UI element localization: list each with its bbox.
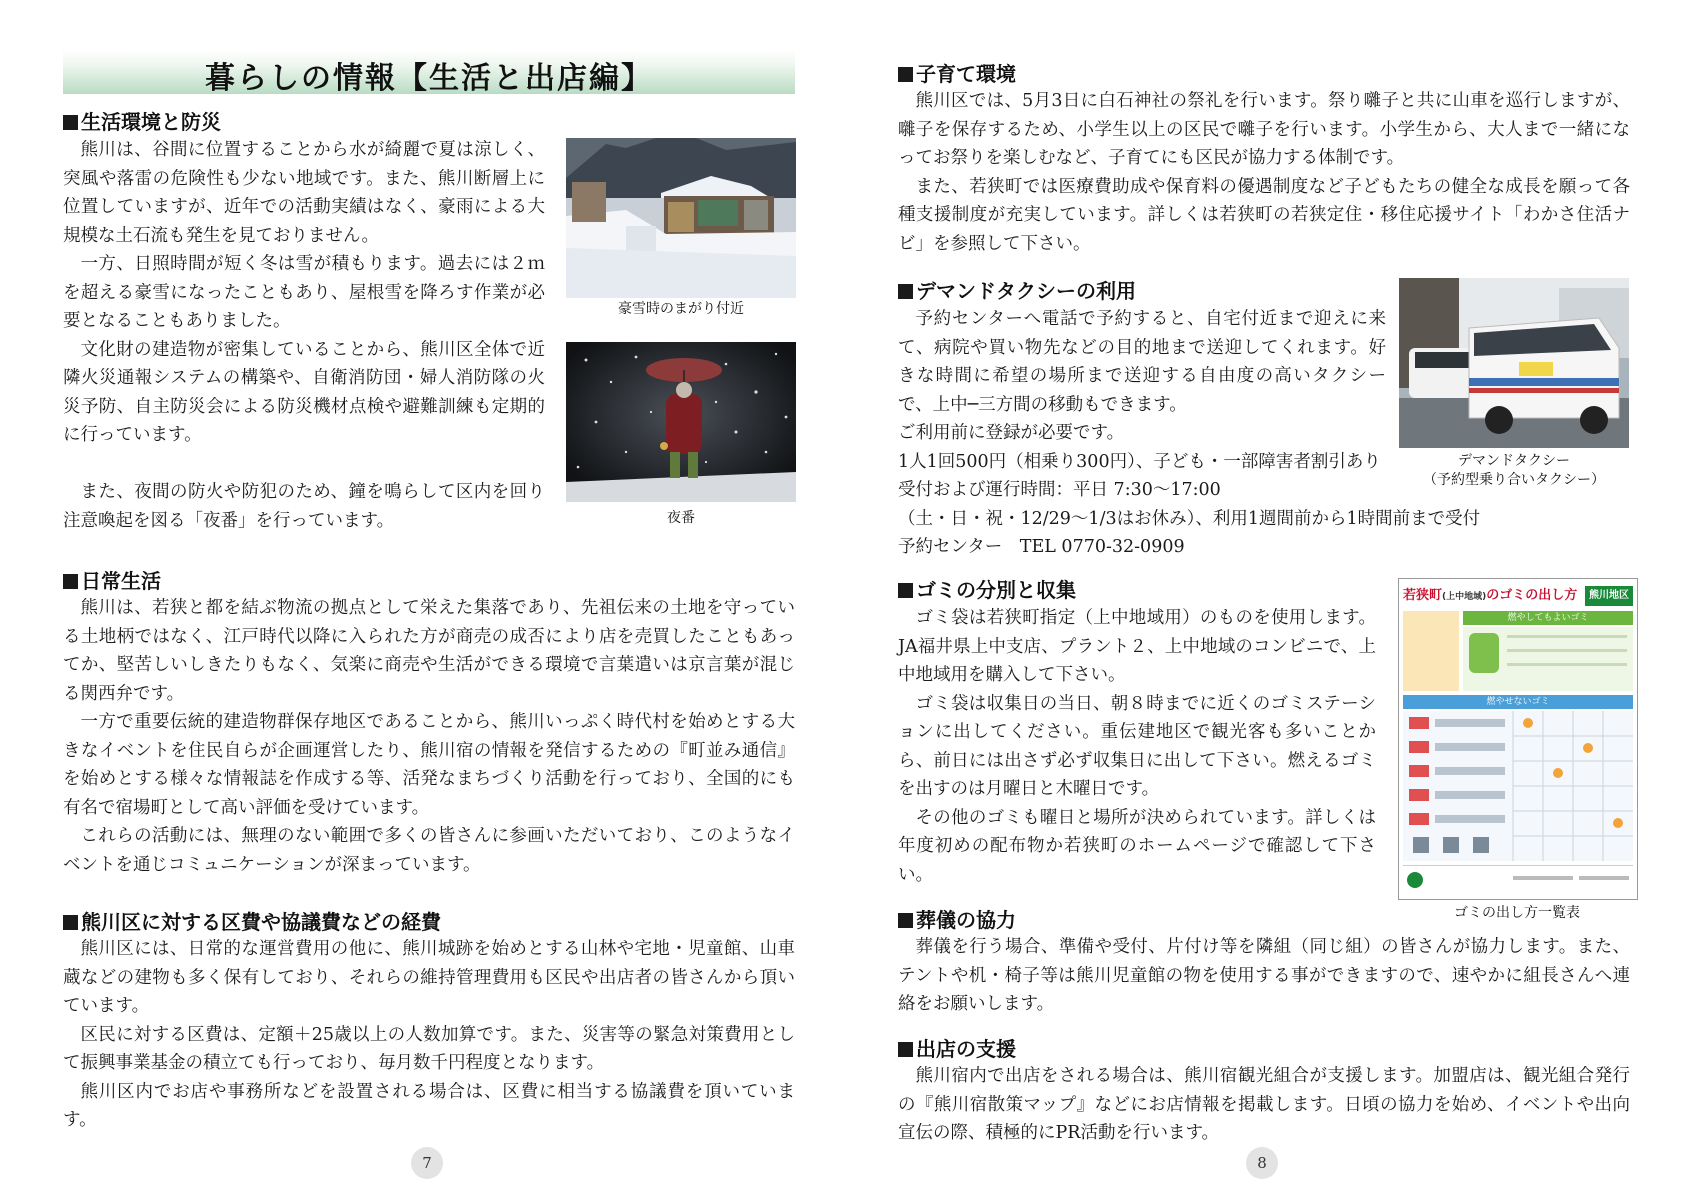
heading-marker-icon <box>898 67 913 82</box>
taxi-text <box>898 305 1481 562</box>
night-watch-caption: 夜番 <box>667 510 695 526</box>
paragraph: また、夜間の防火や防犯のため、鐘を鳴らして区内を回り注意喚起を図る「夜番」を行っています。 <box>63 482 545 531</box>
heading-marker-icon <box>63 574 78 589</box>
snow-photo-caption: 豪雪時のまがり付近 <box>618 301 744 317</box>
garbage-text <box>898 604 1376 889</box>
left-page <box>0 0 842 1192</box>
taxi-phone: 予約センター TEL 0770-32-0909 <box>898 537 1185 557</box>
paragraph: 葬儀を行う場合、準備や受付、片付け等を隣組（同じ組）の皆さんが協力します。また、テントや机・椅子等は熊川児童館の物を使用する事ができますので、速やかに組長さんへ連絡をお願いします。 <box>898 937 1630 1014</box>
fees-text <box>63 935 795 1135</box>
heading-demand-taxi: デマンドタクシーの利用 <box>898 275 1136 304</box>
poster-nonburnable-header: 燃やせないゴミ <box>1403 695 1633 709</box>
taxi-hours: 受付および運行時間：平日 7:30～17:00 <box>898 480 1221 500</box>
daily-life-text <box>63 594 795 879</box>
paragraph: 熊川は、谷間に位置することから水が綺麗で夏は涼しく、突風や落雷の危険性も少ない地域です。また、熊川断層上に位置していますが、近年での活動実績はなく、豪雨による大規模な土石流も発生を見ておりません。 <box>63 140 545 246</box>
taxi-caption <box>1399 452 1629 490</box>
paragraph: 熊川宿内で出店をされる場合は、熊川宿観光組合が支援します。加盟店は、観光組合発行の『熊川宿散策マップ』などにお店情報を掲載します。日頃の協力を始め、イベントや出向宣伝の際、積極的にPR活動を行います。 <box>898 1066 1630 1143</box>
paragraph: 予約センターへ電話で予約すると、自宅付近まで迎えに来て、病院や買い物先などの目的地まで送迎してくれます。好きな時間に希望の場所まで送迎する自由度の高いタクシーで、上中─三方間の移動もできます。 <box>898 309 1386 415</box>
heading-childcare: 子育て環境 <box>898 58 1016 87</box>
paragraph: 一方、日照時間が短く冬は雪が積もります。過去には２ｍを超える豪雪になったこともあり、屋根雪を降ろす作業が必要となることもありました。 <box>63 254 545 331</box>
garbage-schedule-poster <box>1398 578 1638 900</box>
heading-marker-icon <box>63 115 78 130</box>
garbage-poster-caption: ゴミの出し方一覧表 <box>1454 905 1580 921</box>
heading-marker-icon <box>898 284 913 299</box>
page-number: 7 <box>411 1147 443 1179</box>
heading-daily-life: 日常生活 <box>63 565 161 594</box>
poster-town: 若狭町 <box>1403 588 1443 603</box>
paragraph: 熊川区では、5月3日に白石神社の祭礼を行います。祭り囃子と共に山車を巡行しますが、囃子を保存するため、小学生以上の区民で囃子を行います。小学生から、大人まで一緒になってお祭りを楽しむなど、子育てにも区民が協力する体制です。 <box>898 91 1630 168</box>
poster-header <box>1403 583 1633 609</box>
paragraph: ゴミ袋は収集日の当日、朝８時までに近くのゴミステーションに出してください。重伝建地区で観光客も多いことから、前日には出さず必ず収集日に出して下さい。燃えるゴミを出すのは月曜日と木曜日です。 <box>898 693 1376 799</box>
title-banner <box>63 50 795 94</box>
heading-funeral: 葬儀の協力 <box>898 904 1016 933</box>
heading-marker-icon <box>898 913 913 928</box>
paragraph: 熊川区には、日常的な運営費用の他に、熊川城跡を始めとする山林や宅地・児童館、山車蔵などの建物も多く保有しており、それらの維持管理費用も区民や出店者の皆さんから頂いています。 <box>63 939 795 1016</box>
environment-text-2 <box>63 478 545 535</box>
poster-burnable-box <box>1463 627 1633 691</box>
demand-taxi-photo <box>1399 278 1629 448</box>
paragraph: ゴミ袋は若狭町指定（上中地域用）のものを使用します。JA福井県上中支店、プラント２、上中地域のコンビニで、上中地域用を購入して下さい。 <box>898 608 1376 685</box>
poster-badge: 熊川地区 <box>1585 586 1633 606</box>
poster-nonburnable-box <box>1403 711 1633 861</box>
paragraph: 区民に対する区費は、定額＋25歳以上の人数加算です。また、災害等の緊急対策費用として振興事業基金の積立ても行っており、毎月数千円程度となります。 <box>63 1024 795 1073</box>
paragraph: 熊川は、若狭と都を結ぶ物流の拠点として栄えた集落であり、先祖伝来の土地を守っている土地柄ではなく、江戸時代以降に入られた方が商売の成否により店を売買したこともあってか、堅苦しいしきたりもなく、気楽に商売や生活ができる環境で言葉遣いは京言葉が混じる関西弁です。 <box>63 598 795 704</box>
heading-marker-icon <box>63 915 78 930</box>
taxi-holidays: （土・日・祝・12/29～1/3はお休み）、利用1週間前から1時間前まで受付 <box>898 508 1481 529</box>
snow-photo <box>566 138 796 298</box>
shop-support-text <box>898 1062 1630 1148</box>
environment-text <box>63 136 545 450</box>
night-watch-photo <box>566 342 796 502</box>
taxi-caption-line2: （予約型乗り合いタクシー） <box>1423 472 1605 488</box>
right-page <box>843 0 1685 1192</box>
paragraph: これらの活動には、無理のない範囲で多くの皆さんに参画いただいており、このようなイベントを通じコミュニケーションが深まっています。 <box>63 826 795 875</box>
heading-fees: 熊川区に対する区費や協議費などの経費 <box>63 906 441 935</box>
paragraph: 一方で重要伝統的建造物群保存地区であることから、熊川いっぷく時代村を始めとする大きなイベントを住民自らが企画運営したり、熊川宿の情報を発信するための『町並み通信』を始めとする様々な情報誌を作成する等、活発なまちづくり活動を行っており、全国的にも有名で宿場町として高い評価を受けています。 <box>63 712 795 818</box>
poster-title: のゴミの出し方 <box>1486 588 1578 603</box>
heading-marker-icon <box>898 583 913 598</box>
poster-notice-box <box>1403 611 1459 691</box>
garbage-bag-icon <box>1469 633 1499 673</box>
paragraph: また、若狭町では医療費助成や保育料の優遇制度など子どもたちの健全な成長を願って各種支援制度が充実しています。詳しくは若狭町の若狭定住・移住応援サイト「わかさ住活ナビ」を参照して下さい。 <box>898 176 1630 254</box>
poster-footer <box>1403 865 1633 894</box>
paragraph: 文化財の建造物が密集していることから、熊川区全体で近隣火災通報システムの構築や、自衛消防団・婦人消防隊の火災予防、自主防災会による防災機材点検や避難訓練も定期的に行っています。 <box>63 339 545 445</box>
page-number: 8 <box>1246 1147 1278 1179</box>
poster-area-note: (上中地域) <box>1442 592 1487 602</box>
funeral-text <box>898 933 1630 1019</box>
heading-shop-support: 出店の支援 <box>898 1033 1016 1062</box>
taxi-registration: ご利用前に登録が必要です。 <box>898 423 1125 443</box>
page-title: 暮らしの情報【生活と出店編】 <box>205 61 653 96</box>
heading-marker-icon <box>898 1042 913 1057</box>
taxi-caption-line1: デマンドタクシー <box>1458 453 1570 469</box>
childcare-text <box>898 87 1630 258</box>
heading-environment: 生活環境と防災 <box>63 106 221 135</box>
poster-burnable-header: 燃やしてもよいゴミ <box>1463 611 1633 625</box>
paragraph: その他のゴミも曜日と場所が決められています。詳しくは年度初めの配布物か若狭町のホームページで確認して下さい。 <box>898 807 1376 885</box>
taxi-fare: 1人1回500円（相乗り300円）、子ども・一部障害者割引あり <box>898 451 1381 472</box>
heading-garbage: ゴミの分別と収集 <box>898 574 1076 603</box>
paragraph: 熊川区内でお店や事務所などを設置される場合は、区費に相当する協議費を頂いています。 <box>63 1081 795 1130</box>
town-logo-icon <box>1407 872 1423 888</box>
